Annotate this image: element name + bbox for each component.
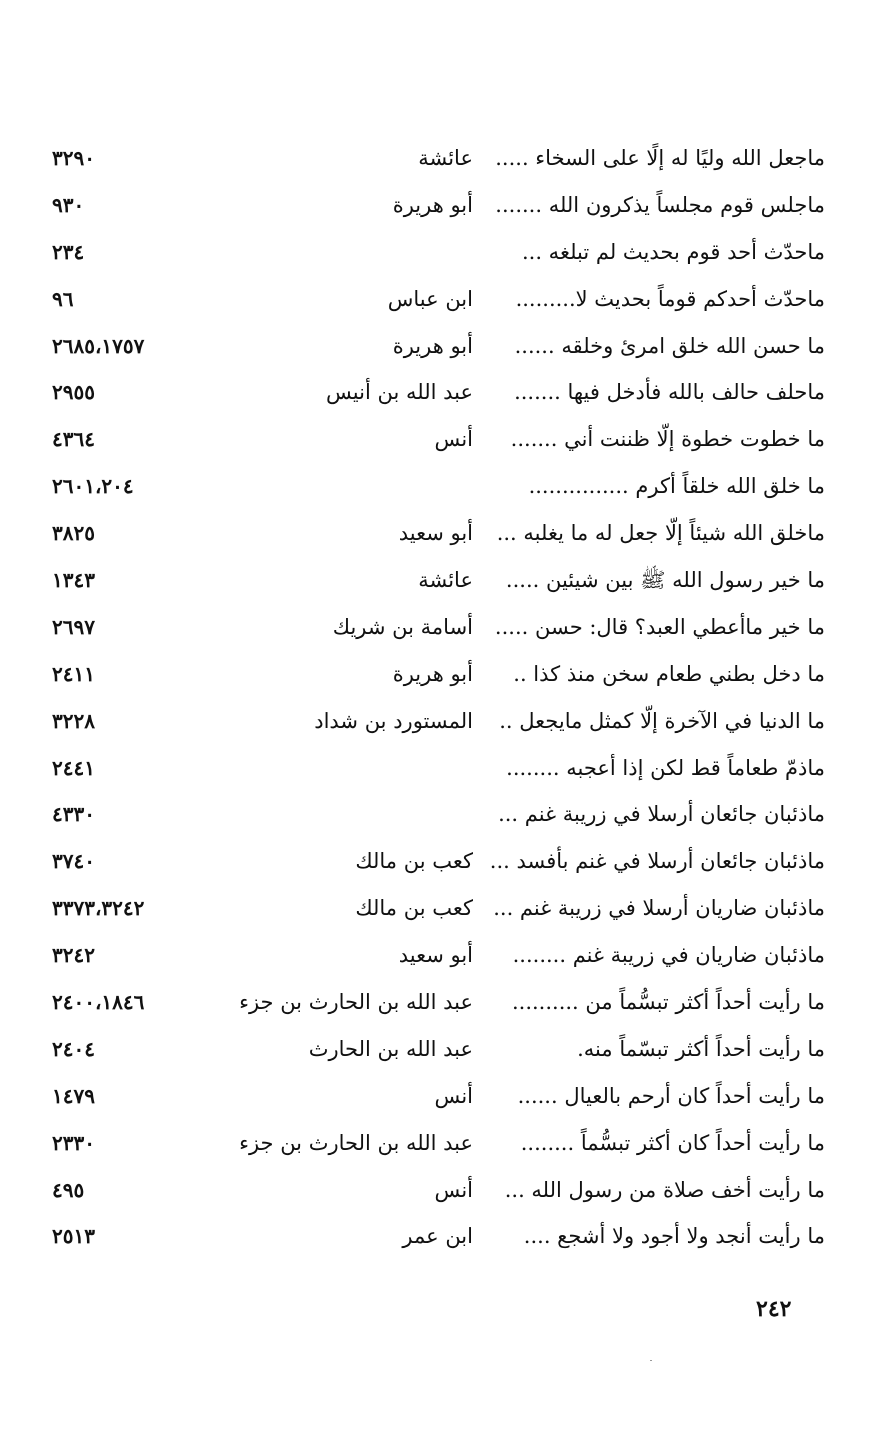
reference-numbers: ٢٦٨٥،١٧٥٧ (52, 333, 145, 358)
narrator-name: ابن عمر (402, 1224, 473, 1249)
hadith-text: ماحلف حالف بالله فأدخل فيها ....... (514, 380, 825, 405)
hadith-text: ماذئبان ضاريان في زريبة غنم ........ (512, 943, 825, 968)
narrator-name: عائشة (418, 568, 473, 593)
page-number: ٢٤٢ (756, 1296, 792, 1322)
narrator-name: عبد الله بن الحارث (308, 1036, 473, 1061)
narrator-name: عبد الله بن الحارث بن جزء (239, 1130, 473, 1155)
hadith-text: ما خير ماأعطي العبد؟ قال: حسن ..... (494, 614, 825, 639)
reference-numbers: ٣٨٢٥ (52, 521, 95, 546)
index-row (40, 370, 825, 417)
reference-numbers: ٢٤٠٤ (52, 1036, 95, 1061)
reference-numbers: ٢٣٤ (52, 239, 85, 264)
narrator-name: عائشة (418, 146, 473, 170)
index-row (40, 1214, 825, 1261)
narrator-name: المستورد بن شداد (314, 708, 473, 733)
index-row (40, 511, 825, 558)
reference-numbers: ٤٣٣٠ (52, 802, 95, 827)
hadith-text: ما رأيت أحداً أكثر تبسّماً منه. (577, 1036, 825, 1061)
reference-numbers: ١٣٤٣ (52, 568, 95, 593)
reference-numbers: ٣٢٩٠ (52, 146, 95, 170)
reference-numbers: ٢٤٠٠،١٨٤٦ (52, 990, 145, 1015)
hadith-text: ماحدّث أحدكم قوماً بحديث لا......... (515, 286, 825, 311)
index-row (40, 605, 825, 652)
hadith-text: ما رأيت أخف صلاة من رسول الله ... (504, 1177, 825, 1202)
reference-numbers: ٢٣٣٠ (52, 1130, 95, 1155)
index-row (40, 136, 825, 183)
narrator-name: أنس (434, 1083, 473, 1108)
hadith-index-list (40, 136, 825, 1261)
hadith-text: ما الدنيا في الآخرة إلّا كمثل مايجعل .. (499, 708, 825, 733)
index-row (40, 933, 825, 980)
reference-numbers: ٤٩٥ (52, 1177, 85, 1202)
index-row (40, 417, 825, 464)
narrator-name: أبو هريرة (392, 192, 473, 217)
reference-numbers: ٢٤٤١ (52, 755, 95, 780)
reference-numbers: ٢٤١١ (52, 661, 95, 686)
narrator-name: كعب بن مالك (355, 896, 473, 921)
hadith-text: ما دخل بطني طعام سخن منذ كذا .. (513, 661, 825, 686)
reference-numbers: ١٤٧٩ (52, 1083, 95, 1108)
index-row (40, 980, 825, 1027)
reference-numbers: ٢٥١٣ (52, 1224, 95, 1249)
hadith-text: ما خير رسول الله ﷺ بين شيئين ..... (505, 568, 825, 593)
reference-numbers: ٢٦٠١،٢٠٤ (52, 474, 134, 499)
hadith-text: ماذئبان جائعان أرسلا في غنم بأفسد ... (489, 849, 825, 874)
reference-numbers: ٣٢٤٢ (52, 943, 95, 968)
hadith-text: ماذمّ طعاماً قط لكن إذا أعجبه ........ (506, 755, 825, 780)
hadith-text: ما رأيت أنجد ولا أجود ولا أشجع .... (523, 1224, 825, 1249)
narrator-name: أبو هريرة (392, 661, 473, 686)
narrator-name: عبد الله بن أنيس (326, 380, 473, 405)
scan-speck (650, 1360, 652, 1361)
hadith-text: ما رأيت أحداً أكثر تبسُّماً من .......... (511, 990, 825, 1015)
narrator-name: عبد الله بن الحارث بن جزء (239, 990, 473, 1015)
reference-numbers: ٣٣٧٣،٣٢٤٢ (52, 896, 145, 921)
narrator-name: أبو سعيد (398, 943, 473, 968)
narrator-name: كعب بن مالك (355, 849, 473, 874)
hadith-text: ما رأيت أحداً كان أرحم بالعيال ...... (517, 1083, 825, 1108)
index-row (40, 464, 825, 511)
index-row (40, 1027, 825, 1074)
hadith-text: ماجعل الله وليًا له إلًا على السخاء ..... (495, 146, 825, 170)
index-row (40, 230, 825, 277)
hadith-text: ما رأيت أحداً كان أكثر تبسُّماً ........ (520, 1130, 825, 1155)
hadith-text: ما خطوت خطوة إلّا ظننت أني ....... (510, 427, 825, 452)
index-row (40, 746, 825, 793)
index-row (40, 652, 825, 699)
narrator-name: أبو هريرة (392, 333, 473, 358)
hadith-text: ماجلس قوم مجلساً يذكرون الله ....... (495, 192, 825, 217)
index-row (40, 792, 825, 839)
narrator-name: أسامة بن شريك (332, 614, 473, 639)
reference-numbers: ٣٢٢٨ (52, 708, 95, 733)
reference-numbers: ٣٧٤٠ (52, 849, 95, 874)
hadith-text: ماحدّث أحد قوم بحديث لم تبلغه ... (521, 239, 825, 264)
narrator-name: أنس (434, 427, 473, 452)
reference-numbers: ٩٦ (52, 286, 74, 311)
narrator-name: أبو سعيد (398, 521, 473, 546)
index-row (40, 699, 825, 746)
reference-numbers: ٢٩٥٥ (52, 380, 95, 405)
index-row (40, 839, 825, 886)
hadith-text: ماذئبان جائعان أرسلا في زريبة غنم ... (498, 802, 825, 827)
reference-numbers: ٩٣٠ (52, 192, 85, 217)
index-row (40, 183, 825, 230)
index-row (40, 1121, 825, 1168)
narrator-name: ابن عباس (387, 286, 473, 311)
hadith-text: ما حسن الله خلق امرئ وخلقه ...... (514, 333, 825, 358)
hadith-text: ماذئبان ضاريان أرسلا في زريبة غنم ... (493, 896, 825, 921)
hadith-text: ماخلق الله شيئاً إلّا جعل له ما يغلبه ... (496, 521, 825, 546)
narrator-name: أنس (434, 1177, 473, 1202)
reference-numbers: ٤٣٦٤ (52, 427, 95, 452)
index-row (40, 277, 825, 324)
index-row (40, 1168, 825, 1215)
index-row (40, 324, 825, 371)
index-row (40, 558, 825, 605)
index-row (40, 1074, 825, 1121)
hadith-text: ما خلق الله خلقاً أكرم ............... (528, 474, 825, 499)
reference-numbers: ٢٦٩٧ (52, 614, 95, 639)
index-row (40, 886, 825, 933)
